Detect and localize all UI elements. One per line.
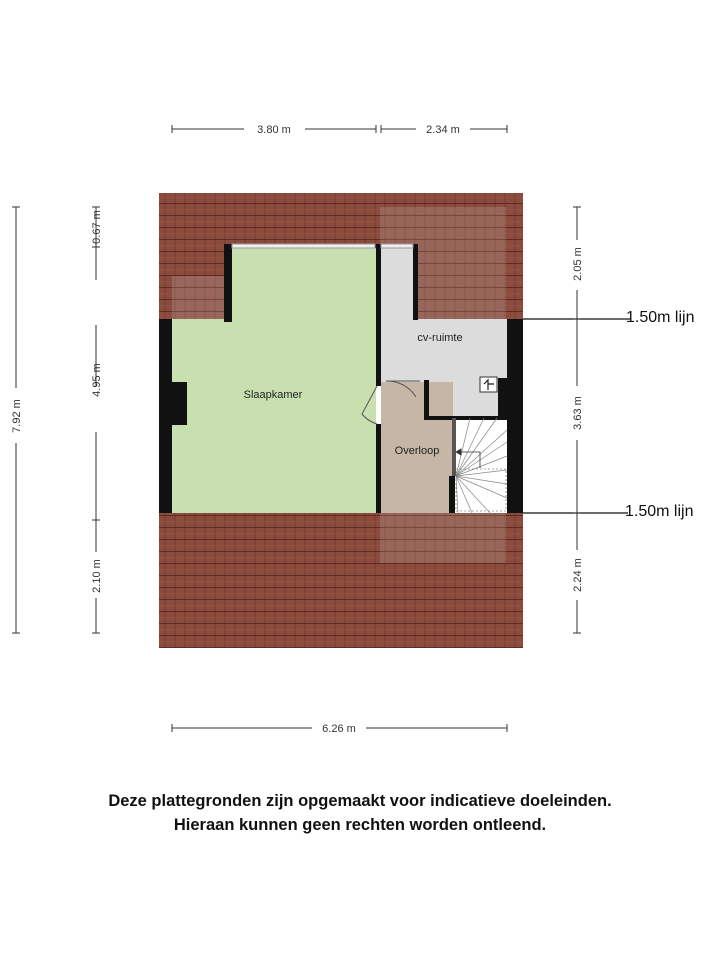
dim-right-bottom: 2.24 m: [572, 558, 584, 592]
dormer-bottom: [380, 513, 506, 563]
height-line-upper-label: 1.50m lijn: [626, 309, 695, 326]
room-label-bedroom: Slaapkamer: [243, 389, 303, 401]
room-label-landing: Overloop: [394, 445, 440, 457]
dim-bottom-total: 6.26 m: [322, 723, 356, 735]
dim-top-right: 2.34 m: [426, 124, 460, 136]
roof-window-left: [172, 276, 224, 319]
boiler-icon: [480, 377, 497, 392]
dim-top-left: 3.80 m: [257, 124, 291, 136]
dim-left-middle: 4.95 m: [91, 363, 103, 397]
disclaimer-line-1: Deze plattegronden zijn opgemaakt voor indicatieve doeleinden.: [108, 792, 612, 810]
disclaimer-line-2: Hieraan kunnen geen rechten worden ontleend.: [173, 816, 547, 834]
dim-right-top: 2.05 m: [572, 247, 584, 281]
dim-left-bottom: 2.10 m: [91, 559, 103, 593]
room-label-utility: cv-ruimte: [417, 332, 463, 344]
dim-right-middle: 3.63 m: [572, 396, 584, 430]
windows: [232, 244, 413, 248]
dim-left-total: 7.92 m: [11, 399, 23, 433]
height-line-lower-label: 1.50m lijn: [625, 503, 694, 520]
dim-left-top: 0.67 m: [91, 210, 103, 244]
